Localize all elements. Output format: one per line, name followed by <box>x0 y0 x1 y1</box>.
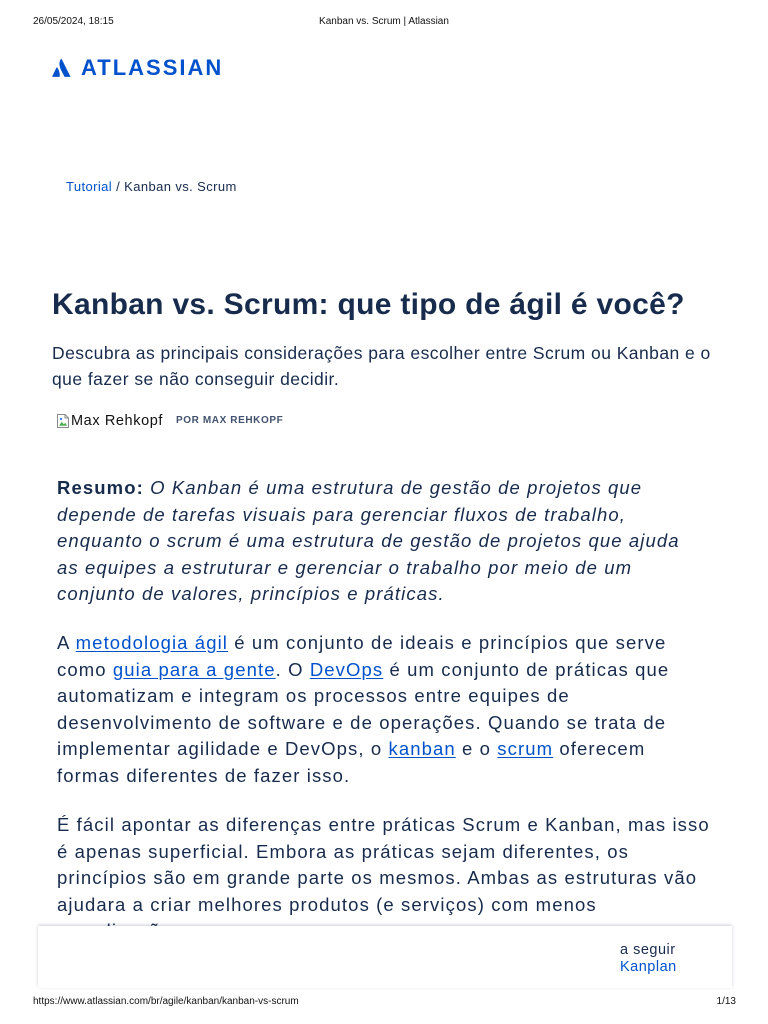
breadcrumb-separator: / <box>112 179 125 194</box>
text-segment: princípios são em grande parte os mesmos. Ambas as estruturas vão <box>57 867 698 888</box>
author-byline: POR MAX REHKOPF <box>176 415 284 426</box>
print-datetime: 26/05/2024, 18:15 <box>33 16 114 27</box>
up-next-label: a seguir <box>620 942 676 958</box>
page-title: Kanban vs. Scrum: que tipo de ágil é você? <box>52 288 685 321</box>
summary-label: Resumo: <box>57 477 144 498</box>
body-paragraph-intro <box>57 630 669 789</box>
summary-paragraph <box>57 475 680 608</box>
text-line <box>57 502 680 529</box>
breadcrumb <box>66 179 237 195</box>
link-devops[interactable]: DevOps <box>309 658 384 680</box>
print-document-title: Kanban vs. Scrum | Atlassian <box>319 16 449 27</box>
breadcrumb-link-tutorial[interactable]: Tutorial <box>66 179 113 194</box>
text-segment: as equipes a estruturar e gerenciar o trabalho por meio de um <box>57 556 633 578</box>
text-segment: depende de tarefas visuais para gerenciar fluxos de trabalho, <box>57 503 626 525</box>
text-segment: como <box>57 658 113 680</box>
text-segment: enquanto o scrum é uma estrutura de gestão de projetos que ajuda <box>57 530 680 551</box>
print-header <box>0 16 768 29</box>
print-url: https://www.atlassian.com/br/agile/kanban/kanban-vs-scrum <box>33 996 299 1007</box>
text-line <box>57 710 669 737</box>
up-next-link-kanplan[interactable]: Kanplan <box>620 959 677 975</box>
text-line <box>57 892 710 919</box>
body-paragraph-differences <box>57 812 710 945</box>
text-segment: oferecem <box>553 738 646 759</box>
atlassian-logo[interactable] <box>52 57 223 78</box>
atlassian-wordmark: ATLASSIAN <box>81 55 224 80</box>
text-segment: conjunto de valores, princípios e práticas. <box>57 583 445 604</box>
text-line <box>57 683 669 710</box>
text-segment: automatizam e integram os processos entre equipes de <box>57 685 570 706</box>
print-page-number: 1/13 <box>716 996 736 1007</box>
text-segment: É fácil apontar as diferenças entre práticas Scrum e Kanban, mas isso <box>57 814 710 835</box>
subtitle-line: Descubra as principais considerações para escolher entre Scrum ou Kanban e o <box>52 343 711 363</box>
text-line <box>57 528 680 555</box>
text-line <box>57 630 669 657</box>
broken-image-icon <box>56 413 70 429</box>
page-subtitle <box>52 340 711 392</box>
text-line <box>57 839 710 866</box>
text-line <box>57 657 669 684</box>
avatar <box>56 413 163 429</box>
text-segment: A <box>57 632 76 653</box>
link-scrum[interactable]: scrum <box>497 738 554 759</box>
text-segment: é um conjunto de práticas que <box>383 658 670 680</box>
text-line <box>57 865 710 892</box>
text-segment: ajudara a criar melhores produtos (e serviços) com menos <box>57 893 597 915</box>
text-segment: é apenas superficial. Embora as práticas sejam diferentes, os <box>57 840 629 862</box>
text-segment: é um conjunto de ideais e princípios que serve <box>228 632 667 653</box>
text-segment: desenvolvimento de software e de operações. Quando se trata de <box>57 711 667 733</box>
breadcrumb-current: Kanban vs. Scrum <box>124 179 237 194</box>
text-line <box>57 581 680 608</box>
text-segment: O Kanban é uma estrutura de gestão de projetos que <box>143 477 643 498</box>
link-kanban[interactable]: kanban <box>388 738 456 759</box>
text-line <box>57 736 669 763</box>
text-line <box>57 812 710 839</box>
link-guia-para-a-gente[interactable]: guia para a gente <box>112 658 276 680</box>
text-line <box>57 763 669 790</box>
text-segment: formas diferentes de fazer isso. <box>57 764 351 786</box>
text-segment: e o <box>455 738 498 759</box>
text-line <box>57 475 680 502</box>
avatar-alt-text: Max Rehkopf <box>71 413 164 429</box>
up-next-bar <box>38 926 732 988</box>
subtitle-line: que fazer se não conseguir decidir. <box>52 369 340 389</box>
link-metodologia-agil[interactable]: metodologia ágil <box>75 632 229 653</box>
author-row <box>56 413 356 429</box>
print-footer <box>0 996 768 1008</box>
text-segment: . O <box>275 658 310 680</box>
text-segment: implementar agilidade e DevOps, o <box>57 738 389 759</box>
text-line <box>57 555 680 582</box>
atlassian-logo-icon <box>52 58 71 78</box>
